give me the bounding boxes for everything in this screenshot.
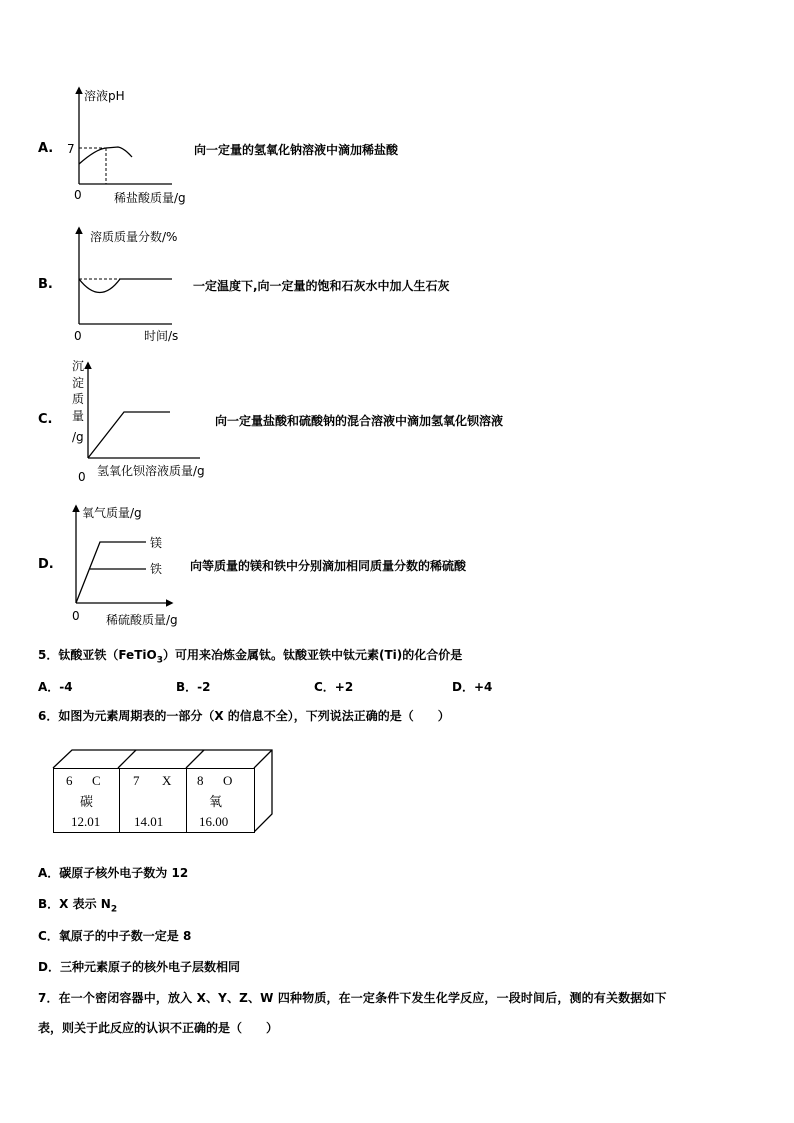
graph-c-ylabel-2: 淀 [72, 376, 85, 390]
graph-d [60, 500, 200, 630]
q5-option-d[interactable]: D．+4 [452, 680, 493, 694]
option-b-text: 一定温度下,向一定量的饱和石灰水中加人生石灰 [193, 279, 450, 293]
graph-c-line [88, 412, 170, 458]
element-name: 碳 [80, 794, 94, 809]
q7-stem-line2: 表，则关于此反应的认识不正确的是（ ） [38, 1021, 279, 1035]
option-a-text: 向一定量的氢氧化钠溶液中滴加稀盐酸 [194, 143, 399, 157]
q6-option-d[interactable]: D．三种元素原子的核外电子层数相同 [38, 960, 240, 974]
graph-a-tick7: 7 [67, 142, 75, 156]
option-b-letter: B. [38, 277, 53, 292]
element-cell-c [53, 768, 120, 833]
graph-b-curve [79, 279, 172, 293]
q7-stem-line1: 7．在一个密闭容器中，放入 X、Y、Z、W 四种物质，在一定条件下发生化学反应，一段时间后，测的有关数据如下 [38, 991, 667, 1005]
graph-b-origin: 0 [74, 329, 82, 343]
q5-option-a[interactable]: A．-4 [38, 680, 73, 694]
element-mass: 16.00 [199, 814, 229, 829]
graph-c-ylabel-4: 量 [72, 409, 85, 423]
q5-stem: 5．钛酸亚铁（FeTiO$_3$）可用来冶炼金属钛。钛酸亚铁中钛元素(Ti)的化合价是 [38, 648, 463, 666]
element-cell-o [186, 768, 255, 833]
graph-c-ylabel-3: 质 [72, 392, 85, 406]
option-d-letter: D. [38, 557, 54, 572]
graph-d-xlabel: 稀硫酸质量/g [106, 613, 178, 627]
graph-c-ylabel-1: 沉 [72, 359, 85, 373]
graph-d-line-mg [76, 542, 146, 603]
graph-b [60, 224, 200, 349]
graph-a-xlabel: 稀盐酸质量/g [114, 191, 186, 205]
element-number: 8 [197, 773, 204, 788]
graph-b-xlabel: 时间/s [144, 329, 179, 343]
q6-option-a[interactable]: A．碳原子核外电子数为 12 [38, 866, 189, 880]
element-cell-x [119, 768, 187, 833]
graph-c-ylabel-5: /g [72, 430, 84, 444]
element-mass: 14.01 [134, 814, 164, 829]
option-c-letter: C. [38, 412, 53, 427]
option-c-text: 向一定量盐酸和硫酸钠的混合溶液中滴加氢氧化钡溶液 [215, 414, 504, 428]
graph-b-ylabel: 溶质质量分数/% [90, 230, 178, 244]
element-mass: 12.01 [71, 814, 101, 829]
graph-d-label-fe: 铁 [150, 562, 163, 576]
q6-option-c[interactable]: C．氧原子的中子数一定是 8 [38, 929, 192, 943]
element-symbol: X [162, 773, 172, 788]
graph-c-origin: 0 [78, 470, 86, 484]
graph-d-ylabel: 氧气质量/g [82, 506, 142, 520]
graph-c-xlabel: 氢氧化钡溶液质量/g [97, 464, 205, 478]
element-symbol: C [92, 773, 101, 788]
graph-a-origin: 0 [74, 188, 82, 202]
element-number: 7 [133, 773, 140, 788]
element-symbol: O [223, 773, 233, 788]
graph-d-label-mg: 镁 [150, 536, 163, 550]
option-d-text: 向等质量的镁和铁中分别滴加相同质量分数的稀硫酸 [190, 559, 467, 573]
element-number: 6 [66, 773, 73, 788]
element-name: 氧 [209, 794, 223, 809]
graph-a [60, 84, 200, 209]
q5-option-b[interactable]: B．-2 [176, 680, 211, 694]
q6-stem: 6．如图为元素周期表的一部分（X 的信息不全），下列说法正确的是（ ） [38, 709, 450, 723]
option-a-letter: A. [38, 141, 54, 156]
graph-a-ylabel: 溶液pH [84, 89, 125, 103]
graph-c [60, 355, 220, 485]
graph-d-origin: 0 [72, 609, 80, 623]
q6-option-b[interactable]: B．X 表示 $N_2$ [38, 897, 118, 915]
q5-option-c[interactable]: C．+2 [314, 680, 354, 694]
